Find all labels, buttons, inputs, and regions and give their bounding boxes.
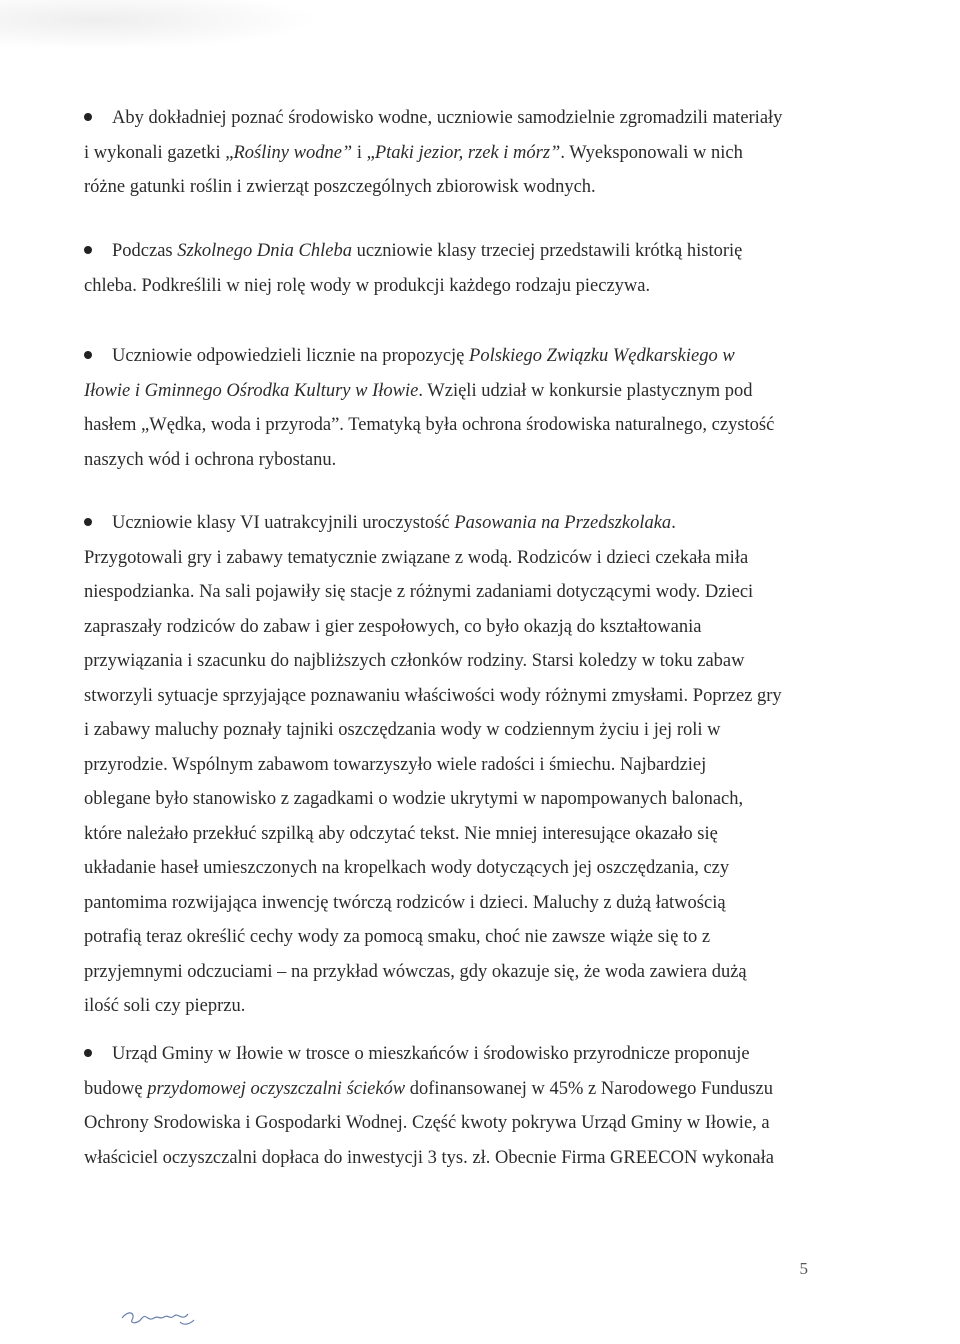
line-text: potrafią teraz określić cechy wody za pomocą smaku, choć nie zawsze wiąże się to z xyxy=(84,927,711,947)
line-text: . xyxy=(671,513,676,533)
text-line xyxy=(84,995,245,1017)
text-line xyxy=(84,275,650,297)
line-text: Ochrony Srodowiska i Gospodarki Wodnej. Część kwoty pokrywa Urząd Gminy w Iłowie, a xyxy=(84,1113,770,1133)
text-line xyxy=(84,892,726,914)
text-line xyxy=(84,142,743,164)
italic-title-text: Pasowania na Przedszkolaka xyxy=(454,513,672,533)
line-text: oblegane było stanowisko z zagadkami o wodzie ukrytymi w napompowanych balonach, xyxy=(84,789,744,809)
text-line xyxy=(84,788,743,810)
italic-title-text: Rośliny wodne” xyxy=(233,142,353,163)
italic-title-text: przydomowej oczyszczalni ścieków xyxy=(147,1078,406,1099)
text-line xyxy=(84,1043,750,1065)
text-line xyxy=(84,754,706,776)
line-text: i wykonali gazetki „ xyxy=(84,142,234,163)
text-line xyxy=(84,1112,770,1134)
line-text: zapraszały rodziców do zabaw i gier zespołowych, co było okazją do kształtowania xyxy=(84,616,702,637)
line-text: niespodzianka. Na sali pojawiły się stacje z różnymi zadaniami dotyczącymi wody. Dzieci xyxy=(84,582,754,602)
line-text: hasłem „Wędka, woda i przyroda”. Tematyką była ochrona środowiska naturalnego, czystość xyxy=(84,415,775,435)
text-line xyxy=(84,616,701,638)
text-line xyxy=(84,961,747,983)
line-text: przyrodzie. Wspólnym zabawom towarzyszyło wiele radości i śmiechu. Najbardziej xyxy=(84,754,707,775)
line-text: i „ xyxy=(352,142,375,163)
line-text: które należało przekłuć szpilką aby odczytać tekst. Nie mniej interesujące okazało się xyxy=(84,823,718,844)
line-text: dofinansowanej w 45% z Narodowego Funduszu xyxy=(405,1078,774,1099)
line-text: przyjemnymi odczuciami – na przykład wówczas, gdy okazuje się, że woda zawiera dużą xyxy=(84,961,747,982)
line-text: właściciel oczyszczalni dopłaca do inwestycji 3 tys. zł. Obecnie Firma GREECON wykonała xyxy=(84,1147,774,1168)
line-text: budowę xyxy=(84,1078,148,1099)
line-text: Przygotowali gry i zabawy tematycznie związane z wodą. Rodziców i dzieci czekała miła xyxy=(84,547,749,568)
text-line xyxy=(84,414,774,436)
italic-title-text: Ptaki jezior, rzek i mórz” xyxy=(374,142,561,163)
handwritten-signature xyxy=(118,1300,198,1330)
line-text: . Wzięli udział w konkursie plastycznym pod xyxy=(418,380,753,401)
text-line xyxy=(84,512,676,534)
text-line xyxy=(84,823,718,845)
bullet-icon xyxy=(84,518,92,526)
bullet-icon xyxy=(84,113,92,121)
line-text: stworzyli sytuacje sprzyjające poznawaniu właściwości wody różnymi zmysłami. Poprzez gry xyxy=(84,685,782,706)
line-text: pantomima rozwijająca inwencję twórczą rodziców i dzieci. Maluchy z dużą łatwością xyxy=(84,892,726,913)
line-text: Aby dokładniej poznać środowisko wodne, uczniowie samodzielnie zgromadzili materiały xyxy=(112,108,783,128)
text-line xyxy=(84,1078,773,1100)
text-line xyxy=(84,345,735,367)
line-text: Podczas xyxy=(112,241,178,261)
text-line xyxy=(84,380,752,402)
italic-title-text: Iłowie i Gminnego Ośrodka Kultury w Iłowie xyxy=(84,380,419,401)
text-line xyxy=(84,449,336,471)
text-line xyxy=(84,107,782,129)
line-text: uczniowie klasy trzeciej przedstawili krótką historię xyxy=(351,241,743,261)
scan-artifact xyxy=(0,0,320,50)
line-text: naszych wód i ochrona rybostanu. xyxy=(84,449,337,470)
text-line xyxy=(84,547,748,569)
italic-title-text: Szkolnego Dnia Chleba xyxy=(177,241,352,261)
text-line xyxy=(84,650,744,672)
bullet-icon xyxy=(84,1049,92,1057)
line-text: przywiązania i szacunku do najbliższych członków rodziny. Starsi koledzy w toku zabaw xyxy=(84,651,745,671)
line-text: i zabawy maluchy poznały tajniki oszczędzania wody w codziennym życiu i jej roli w xyxy=(84,720,721,740)
line-text: układanie haseł umieszczonych na kropelkach wody dotyczących jej oszczędzania, czy xyxy=(84,858,730,878)
bullet-icon xyxy=(84,351,92,359)
bullet-icon xyxy=(84,246,92,254)
text-line xyxy=(84,719,721,741)
line-text: Uczniowie odpowiedzieli licznie na propozycję xyxy=(112,346,470,366)
text-line xyxy=(84,926,710,948)
italic-title-text: Polskiego Związku Wędkarskiego w xyxy=(469,346,735,366)
line-text: Uczniowie klasy VI uatrakcyjnili uroczystość xyxy=(112,513,455,533)
text-line xyxy=(84,240,742,262)
text-line xyxy=(84,176,596,198)
text-line xyxy=(84,581,753,603)
text-line xyxy=(84,1147,774,1169)
line-text: chleba. Podkreślili w niej rolę wody w produkcji każdego rodzaju pieczywa. xyxy=(84,275,651,296)
line-text: . Wyeksponowali w nich xyxy=(560,142,743,163)
line-text: ilość soli czy pieprzu. xyxy=(84,996,246,1016)
page-number: 5 xyxy=(799,1259,808,1278)
text-line xyxy=(84,685,782,707)
text-line xyxy=(84,857,729,879)
line-text: różne gatunki roślin i zwierząt poszczególnych zbiorowisk wodnych. xyxy=(84,177,596,197)
line-text: Urząd Gminy w Iłowie w trosce o mieszkańców i środowisko przyrodnicze proponuje xyxy=(112,1044,750,1064)
